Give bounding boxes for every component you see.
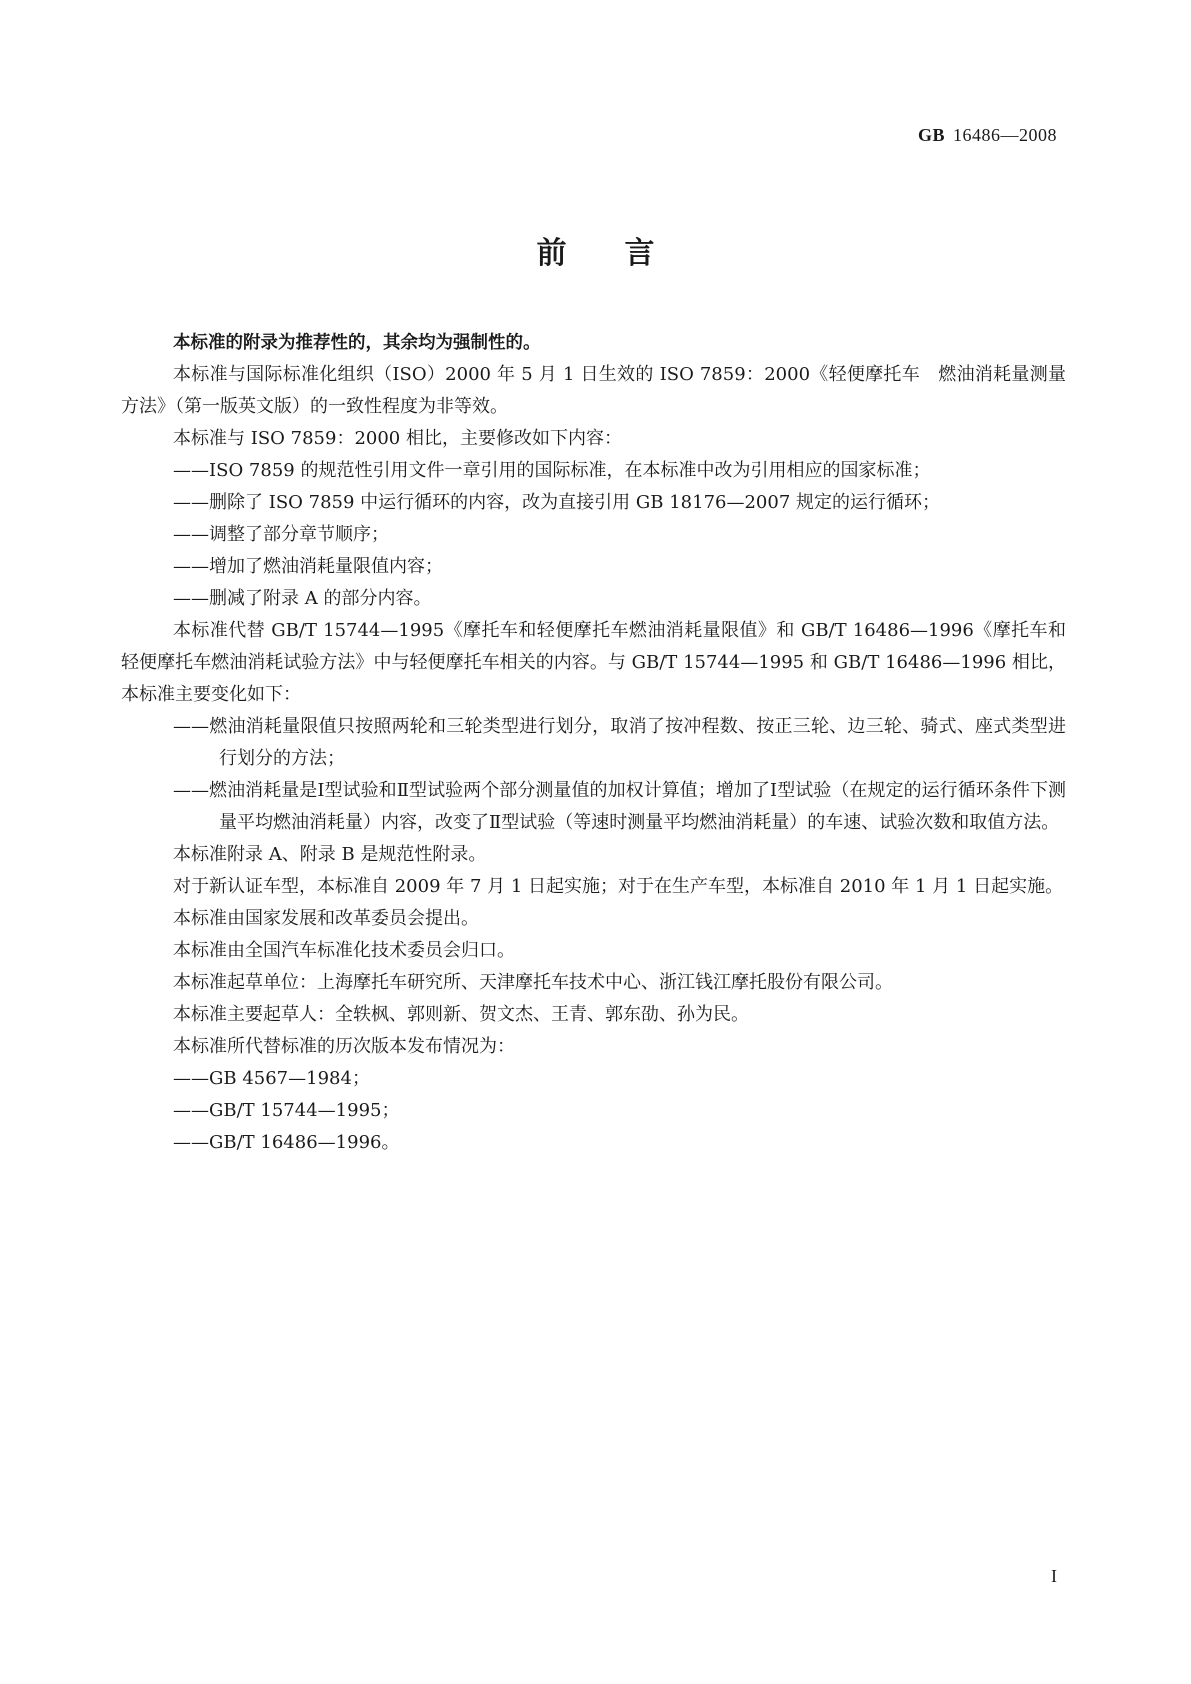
modification-item: ——删除了 ISO 7859 中运行循环的内容，改为直接引用 GB 18176—2007 规定的运行循环； <box>173 492 941 513</box>
change-item: ——燃油消耗量限值只按照两轮和三轮类型进行划分，取消了按冲程数、按正三轮、边三轮、骑式、座式类型进行划分的方法； <box>173 716 1066 769</box>
foreword-paragraph: 本标准的附录为推荐性的，其余均为强制性的。 <box>173 333 541 353</box>
modification-item: ——调整了部分章节顺序； <box>173 524 389 545</box>
foreword-paragraph: 本标准所代替标准的历次版本发布情况为： <box>173 1036 515 1057</box>
foreword-paragraph: 本标准主要起草人：全轶枫、郭则新、贺文杰、王青、郭东劭、孙为民。 <box>173 1004 749 1025</box>
foreword-paragraph: 本标准与国际标准化组织（ISO）2000 年 5 月 1 日生效的 ISO 7859：2000《轻便摩托车 燃油消耗量测量方法》（第一版英文版）的一致性程度为非等效。 <box>121 364 1066 417</box>
change-item: ——燃油消耗量是Ⅰ型试验和Ⅱ型试验两个部分测量值的加权计算值；增加了Ⅰ型试验（在规定的运行循环条件下测量平均燃油消耗量）内容，改变了Ⅱ型试验（等速时测量平均燃油消耗量）的车速、试验次数和取值方法。 <box>173 780 1066 833</box>
previous-edition-item: ——GB 4567—1984； <box>173 1068 370 1089</box>
previous-edition-item: ——GB/T 15744—1995； <box>173 1100 400 1121</box>
foreword-paragraph: 本标准起草单位：上海摩托车研究所、天津摩托车技术中心、浙江钱江摩托股份有限公司。 <box>173 972 893 993</box>
modification-item: ——删减了附录 A 的部分内容。 <box>173 588 432 609</box>
foreword-paragraph: 本标准与 ISO 7859：2000 相比，主要修改如下内容： <box>173 428 622 449</box>
previous-edition-item: ——GB/T 16486—1996。 <box>173 1132 400 1153</box>
standard-code-prefix: GB <box>917 125 945 145</box>
standard-code-number: 16486—2008 <box>953 125 1057 145</box>
standard-code <box>918 125 1057 146</box>
modification-item: ——ISO 7859 的规范性引用文件一章引用的国际标准，在本标准中改为引用相应的国家标准； <box>173 460 931 481</box>
foreword-body <box>121 327 1066 1159</box>
foreword-paragraph: 本标准代替 GB/T 15744—1995《摩托车和轻便摩托车燃油消耗量限值》和 GB/T 16486—1996《摩托车和轻便摩托车燃油消耗试验方法》中与轻便摩托车相关的内容。与 GB/T 15744—1995 和 GB/T 16486—1996 相比，本标准主要变化如下： <box>121 620 1066 705</box>
foreword-paragraph: 对于新认证车型，本标准自 2009 年 7 月 1 日起实施；对于在生产车型，本标准自 2010 年 1 月 1 日起实施。 <box>173 876 1064 897</box>
foreword-paragraph: 本标准附录 A、附录 B 是规范性附录。 <box>173 844 487 865</box>
page-title: 前言 <box>536 236 713 271</box>
foreword-paragraph: 本标准由国家发展和改革委员会提出。 <box>173 908 479 929</box>
page-number: I <box>1051 1566 1057 1586</box>
foreword-paragraph: 本标准由全国汽车标准化技术委员会归口。 <box>173 940 515 961</box>
modification-item: ——增加了燃油消耗量限值内容； <box>173 556 443 577</box>
